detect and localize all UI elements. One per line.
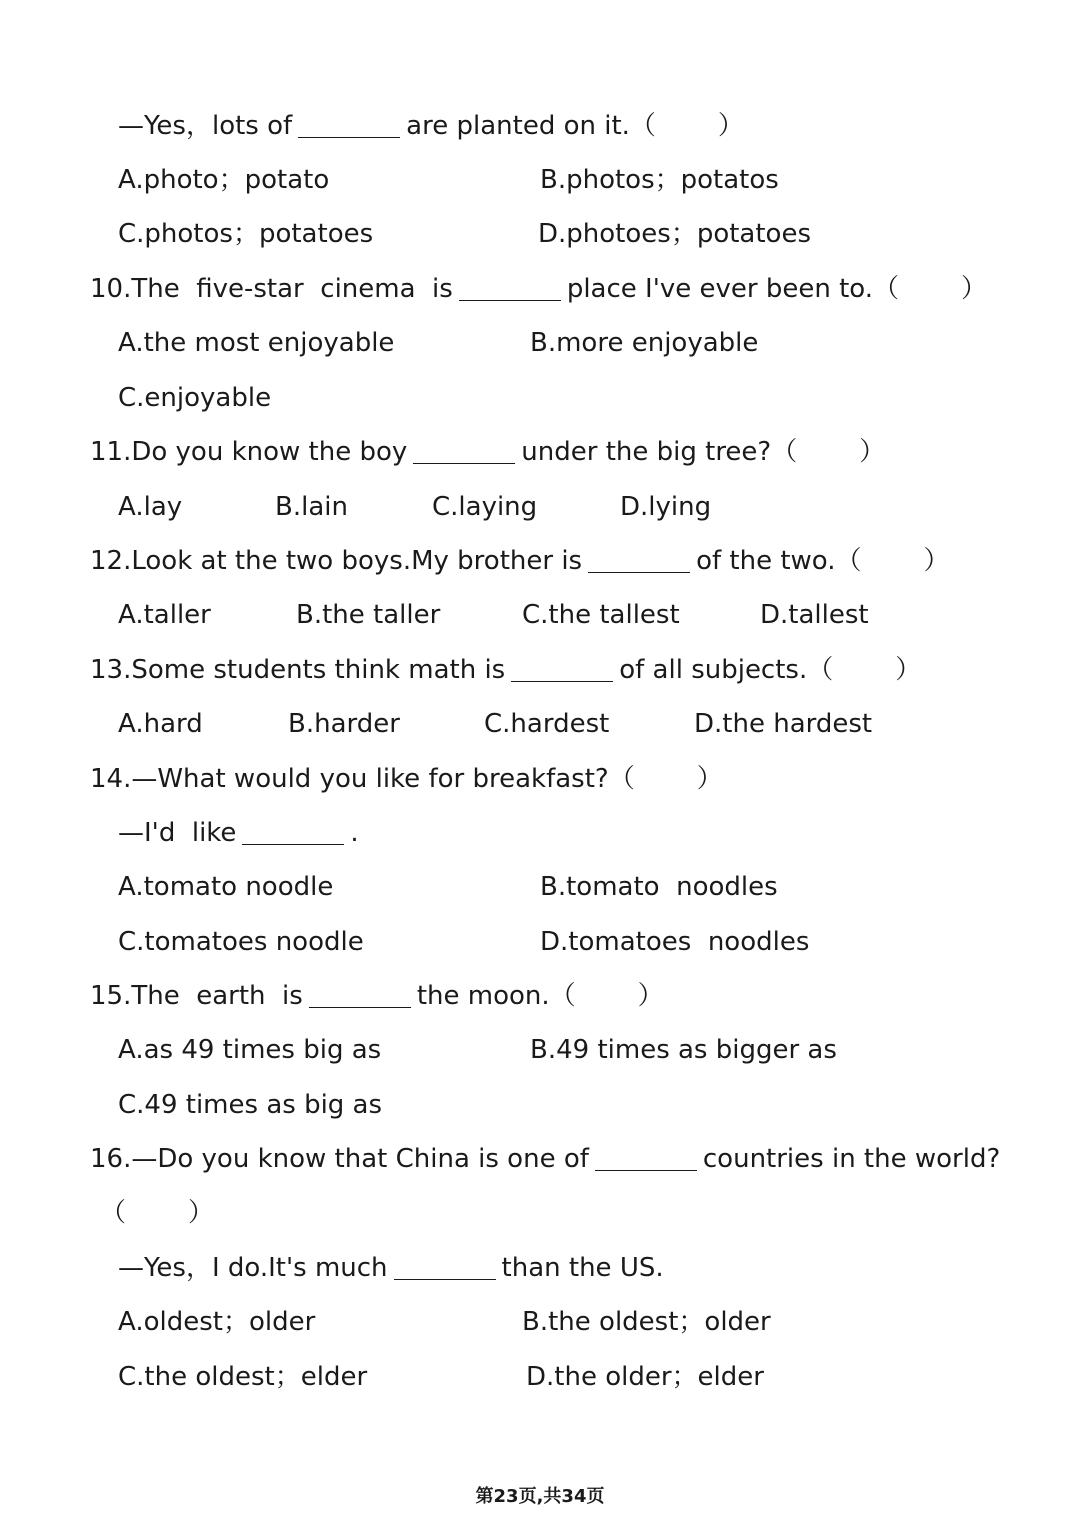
q9-answer-text: —Yes，lots of (118, 111, 293, 141)
q15-option-c: C.49 times as big as (118, 1090, 383, 1120)
q16-answer-text-2: than the US. (501, 1253, 664, 1283)
q9-answer-line (118, 108, 744, 144)
q13-blank[interactable] (511, 655, 613, 682)
q9-option-b: B.photos；potatos (540, 165, 779, 195)
q10-option-b: B.more enjoyable (530, 328, 759, 358)
q11-option-d: D.lying (620, 492, 712, 522)
q10-option-a: A.the most enjoyable (118, 328, 395, 358)
q14-stem (90, 761, 723, 797)
q14-option-b: B.tomato noodles (540, 872, 778, 902)
q13-stem-text-2: of all subjects.（ (619, 655, 834, 685)
q12-blank[interactable] (588, 546, 690, 573)
q16-option-a: A.oldest；older (118, 1307, 316, 1337)
q9-blank[interactable] (298, 111, 400, 138)
q16-paren-close: ） (188, 1198, 215, 1228)
q11-blank[interactable] (413, 437, 515, 464)
q16-stem (90, 1141, 1000, 1177)
q10-stem (90, 271, 987, 307)
q10-paren-close: ） (961, 274, 988, 304)
q14-option-d: D.tomatoes noodles (540, 927, 810, 957)
q13-option-a: A.hard (118, 709, 203, 739)
q14-stem-text: 14.—What would you like for breakfast?（ (90, 764, 635, 794)
q10-stem-text-2: place I've ever been to.（ (566, 274, 899, 304)
q11-paren-close: ） (859, 437, 886, 467)
q13-paren-close: ） (895, 655, 922, 685)
q10-option-c: C.enjoyable (118, 383, 272, 413)
q10-blank[interactable] (459, 274, 561, 301)
q9-option-a: A.photo；potato (118, 165, 330, 195)
q9-option-d: D.photoes；potatoes (538, 219, 812, 249)
q16-option-d: D.the older；elder (526, 1362, 764, 1392)
q11-stem-text: 11.Do you know the boy (90, 437, 408, 467)
q15-stem-text-2: the moon.（ (416, 981, 576, 1011)
q12-option-a: A.taller (118, 600, 211, 630)
q14-blank[interactable] (242, 818, 344, 845)
q12-stem (90, 543, 950, 579)
q10-stem-text: 10.The five-star cinema is (90, 274, 453, 304)
q13-stem (90, 652, 921, 688)
q13-option-c: C.hardest (484, 709, 610, 739)
q14-paren-close: ） (696, 764, 723, 794)
q16-stem-text-2: countries in the world? (702, 1144, 1001, 1174)
q12-option-b: B.the taller (296, 600, 441, 630)
q15-stem (90, 978, 664, 1014)
q9-paren-close: ） (717, 111, 744, 141)
q14-answer-line (118, 815, 359, 851)
q16-stem-text: 16.—Do you know that China is one of (90, 1144, 589, 1174)
q15-option-b: B.49 times as bigger as (530, 1035, 837, 1065)
q11-option-b: B.lain (275, 492, 348, 522)
q11-stem-text-2: under the big tree?（ (521, 437, 798, 467)
q15-paren-close: ） (637, 981, 664, 1011)
q16-option-b: B.the oldest；older (522, 1307, 771, 1337)
q15-stem-text: 15.The earth is (90, 981, 303, 1011)
q13-option-d: D.the hardest (694, 709, 873, 739)
q16-blank-1[interactable] (595, 1144, 697, 1171)
q9-answer-text-2: are planted on it.（ (406, 111, 656, 141)
q16-answer-text: —Yes，I do.It's much (118, 1253, 388, 1283)
q14-answer-text: —I'd like (118, 818, 237, 848)
q11-option-a: A.lay (118, 492, 183, 522)
q13-stem-text: 13.Some students think math is (90, 655, 506, 685)
q11-option-c: C.laying (432, 492, 538, 522)
q12-paren-close: ） (923, 546, 950, 576)
q12-option-c: C.the tallest (522, 600, 680, 630)
q12-stem-text: 12.Look at the two boys.My brother is (90, 546, 583, 576)
q12-stem-text-2: of the two.（ (696, 546, 862, 576)
q16-answer-paren (100, 1195, 214, 1231)
q14-option-a: A.tomato noodle (118, 872, 334, 902)
q9-option-c: C.photos；potatoes (118, 219, 374, 249)
q13-option-b: B.harder (288, 709, 400, 739)
q16-paren-open: （ (100, 1198, 127, 1228)
q14-option-c: C.tomatoes noodle (118, 927, 364, 957)
q12-option-d: D.tallest (760, 600, 869, 630)
q15-option-a: A.as 49 times big as (118, 1035, 382, 1065)
q16-option-c: C.the oldest；elder (118, 1362, 368, 1392)
q16-blank-2[interactable] (394, 1253, 496, 1280)
q16-answer-line (118, 1250, 664, 1286)
q11-stem (90, 434, 885, 470)
q15-blank[interactable] (309, 981, 411, 1008)
page-number-footer: 第23页,共34页 (475, 1486, 605, 1507)
q14-answer-period: . (350, 818, 359, 848)
